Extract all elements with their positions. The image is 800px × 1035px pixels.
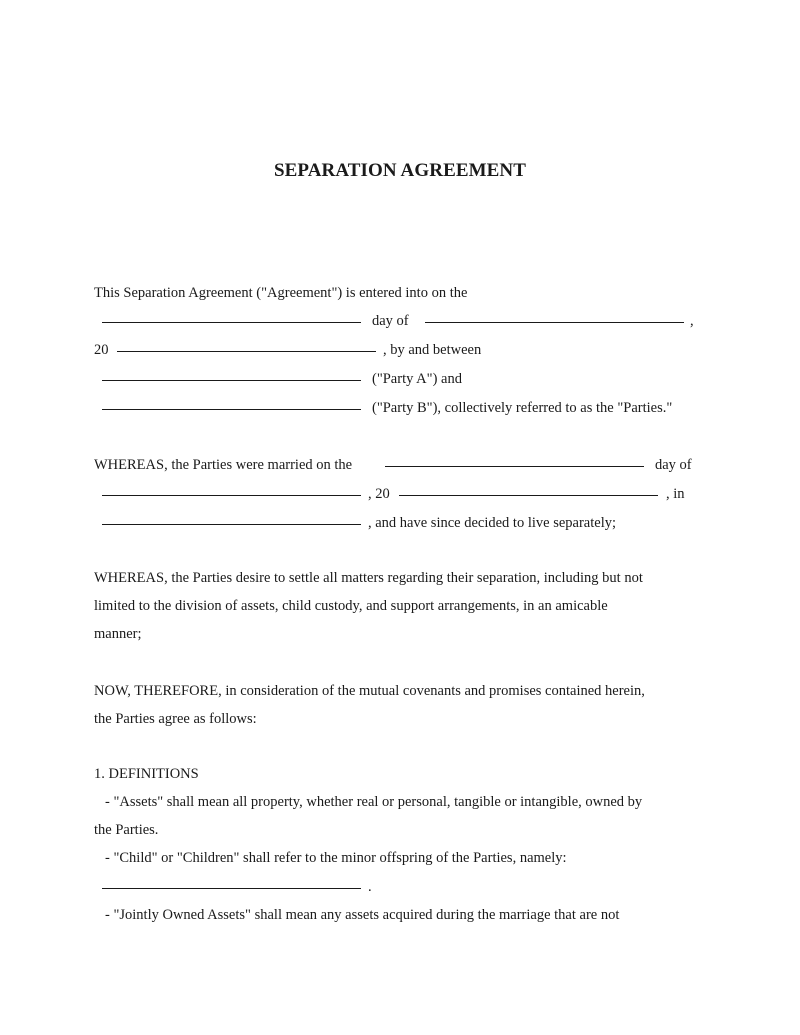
whereas-married-day-of: day of	[655, 457, 692, 473]
now-therefore-line-2: the Parties agree as follows:	[94, 711, 257, 727]
children-names-blank[interactable]	[102, 888, 361, 889]
intro-year-blank[interactable]	[117, 351, 376, 352]
intro-by-and-between: , by and between	[383, 342, 482, 358]
whereas-married-comma-in: , in	[666, 486, 685, 502]
definition-assets-line-1: - "Assets" shall mean all property, whether real or personal, tangible or intangible, owned by	[105, 794, 643, 810]
definitions-heading: 1. DEFINITIONS	[94, 766, 199, 782]
marriage-date-blank[interactable]	[385, 466, 644, 467]
intro-date-blank[interactable]	[102, 322, 361, 323]
party-a-label: ("Party A") and	[372, 371, 462, 387]
party-b-blank[interactable]	[102, 409, 361, 410]
party-a-blank[interactable]	[102, 380, 361, 381]
definition-child-line-1: - "Child" or "Children" shall refer to the minor offspring of the Parties, namely:	[105, 850, 567, 866]
whereas-settle-line-2: limited to the division of assets, child custody, and support arrangements, in an amicable	[94, 598, 608, 614]
definition-jointly-line-1: - "Jointly Owned Assets" shall mean any assets acquired during the marriage that are not	[105, 907, 620, 923]
whereas-married-separately: , and have since decided to live separately;	[368, 515, 617, 531]
intro-year-prefix: 20	[94, 342, 109, 358]
whereas-married-comma-20: , 20	[368, 486, 390, 502]
party-b-label: ("Party B"), collectively referred to as the "Parties."	[372, 400, 673, 416]
intro-comma: ,	[690, 313, 694, 329]
document-title: SEPARATION AGREEMENT	[273, 160, 527, 181]
now-therefore-line-1: NOW, THEREFORE, in consideration of the mutual covenants and promises contained herein,	[94, 683, 645, 699]
marriage-year-blank[interactable]	[399, 495, 658, 496]
intro-line: This Separation Agreement ("Agreement") is entered into on the	[94, 285, 468, 301]
definition-assets-line-2: the Parties.	[94, 822, 159, 838]
intro-day-of: day of	[372, 313, 409, 329]
definition-child-period: .	[368, 879, 372, 895]
whereas-married-line: WHEREAS, the Parties were married on the	[94, 457, 353, 473]
whereas-settle-line-3: manner;	[94, 626, 142, 642]
intro-month-blank[interactable]	[425, 322, 684, 323]
marriage-month-blank[interactable]	[102, 495, 361, 496]
marriage-place-blank[interactable]	[102, 524, 361, 525]
whereas-settle-line-1: WHEREAS, the Parties desire to settle all matters regarding their separation, including but not	[94, 570, 643, 586]
